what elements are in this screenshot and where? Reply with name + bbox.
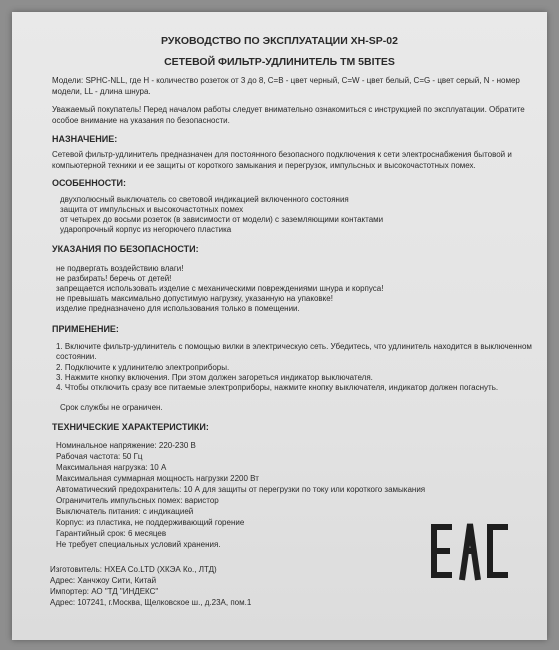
purpose-line-2: компьютерной техники и ее защиты от короткого замыкания и перегрузок, импульсных и высокочастотных помех. [52, 161, 476, 170]
feature-item: от четырех до восьми розеток (в зависимости от модели) с заземляющими контактами [60, 215, 384, 224]
spec-item: Корпус: из пластика, не поддерживающий горение [56, 518, 245, 527]
manufacturer: Изготовитель: HXEA Co.LTD (ХКЭА Ко., ЛТД) [50, 565, 217, 574]
spec-item: Номинальное напряжение: 220-230 В [56, 441, 196, 450]
spec-item: Автоматический предохранитель: 10 А для защиты от перегрузки по току или короткого замыкания [56, 485, 426, 494]
usage-step-1-cont: состоянии. [56, 352, 97, 361]
spec-item: Не требует специальных условий хранения. [56, 540, 221, 549]
specs-heading: ТЕХНИЧЕСКИЕ ХАРАКТЕРИСТИКИ: [52, 422, 209, 432]
safety-item: не разбирать! беречь от детей! [56, 274, 172, 283]
safety-item: запрещается использовать изделие с механическими повреждениями шнура и корпуса! [56, 284, 384, 293]
eac-mark-icon [430, 520, 514, 582]
safety-item: не превышать максимально допустимую нагрузку, указанную на упаковке! [56, 294, 333, 303]
spec-item: Выключатель питания: с индикацией [56, 507, 194, 516]
instruction-sheet [12, 12, 547, 640]
importer: Импортер: АО "ТД "ИНДЕКС" [50, 587, 159, 596]
usage-step-2: 2. Подключите к удлинителю электроприборы. [56, 363, 230, 372]
feature-item: защита от импульсных и высокочастотных помех [60, 205, 244, 214]
purpose-heading: НАЗНАЧЕНИЕ: [52, 134, 118, 144]
spec-item: Рабочая частота: 50 Гц [56, 452, 143, 461]
spec-item: Гарантийный срок: 6 месяцев [56, 529, 167, 538]
intro-line-2: особое внимание на указания по безопасности. [52, 116, 230, 125]
importer-address: Адрес: 107241, г.Москва, Щелковское ш., д.23А, пом.1 [50, 598, 252, 607]
safety-item: не подвергать воздействию влаги! [56, 264, 184, 273]
feature-item: ударопрочный корпус из негорючего пластика [60, 225, 232, 234]
feature-item: двухполюсный выключатель со световой индикацией включенного состояния [60, 195, 349, 204]
models-line-2: модели, LL - длина шнура. [52, 87, 151, 96]
service-life: Срок службы не ограничен. [60, 403, 163, 412]
safety-heading: УКАЗАНИЯ ПО БЕЗОПАСНОСТИ: [52, 244, 199, 254]
models-line-1: Модели: SPHC-NLL, где H - количество розеток от 3 до 8, C=B - цвет черный, C=W - цвет белый, C=G - цвет серый, N - номер [52, 76, 520, 85]
usage-step-4: 4. Чтобы отключить сразу все питаемые электроприборы, нажмите кнопку выключателя, индикатор должен погаснуть. [56, 383, 499, 392]
spec-item: Ограничитель импульсных помех: варистор [56, 496, 219, 505]
manufacturer-address: Адрес: Ханчжоу Сити, Китай [50, 576, 157, 585]
usage-heading: ПРИМЕНЕНИЕ: [52, 324, 119, 334]
purpose-line-1: Сетевой фильтр-удлинитель предназначен для постоянного безопасного подключения к сети электроснабжения бытовой и [52, 150, 512, 159]
usage-step-3: 3. Нажмите кнопку включения. При этом должен загореться индикатор выключателя. [56, 373, 373, 382]
intro-line-1: Уважаемый покупатель! Перед началом работы следует внимательно ознакомиться с инструкцией по эксплуатации. Обратите [52, 105, 525, 114]
document-subtitle: СЕТЕВОЙ ФИЛЬТР-УДЛИНИТЕЛЬ ТМ 5BITES [164, 56, 395, 68]
usage-step-1: 1. Включите фильтр-удлинитель с помощью вилки в электрическую сеть. Убедитесь, что удлинитель находится в выключенном [56, 342, 532, 351]
features-heading: ОСОБЕННОСТИ: [52, 178, 126, 188]
safety-item: изделие предназначено для использования только в помещении. [56, 304, 300, 313]
document-title: РУКОВОДСТВО ПО ЭКСПЛУАТАЦИИ XH-SP-02 [161, 35, 398, 47]
spec-item: Максимальная нагрузка: 10 А [56, 463, 167, 472]
spec-item: Максимальная суммарная мощность нагрузки 2200 Вт [56, 474, 259, 483]
